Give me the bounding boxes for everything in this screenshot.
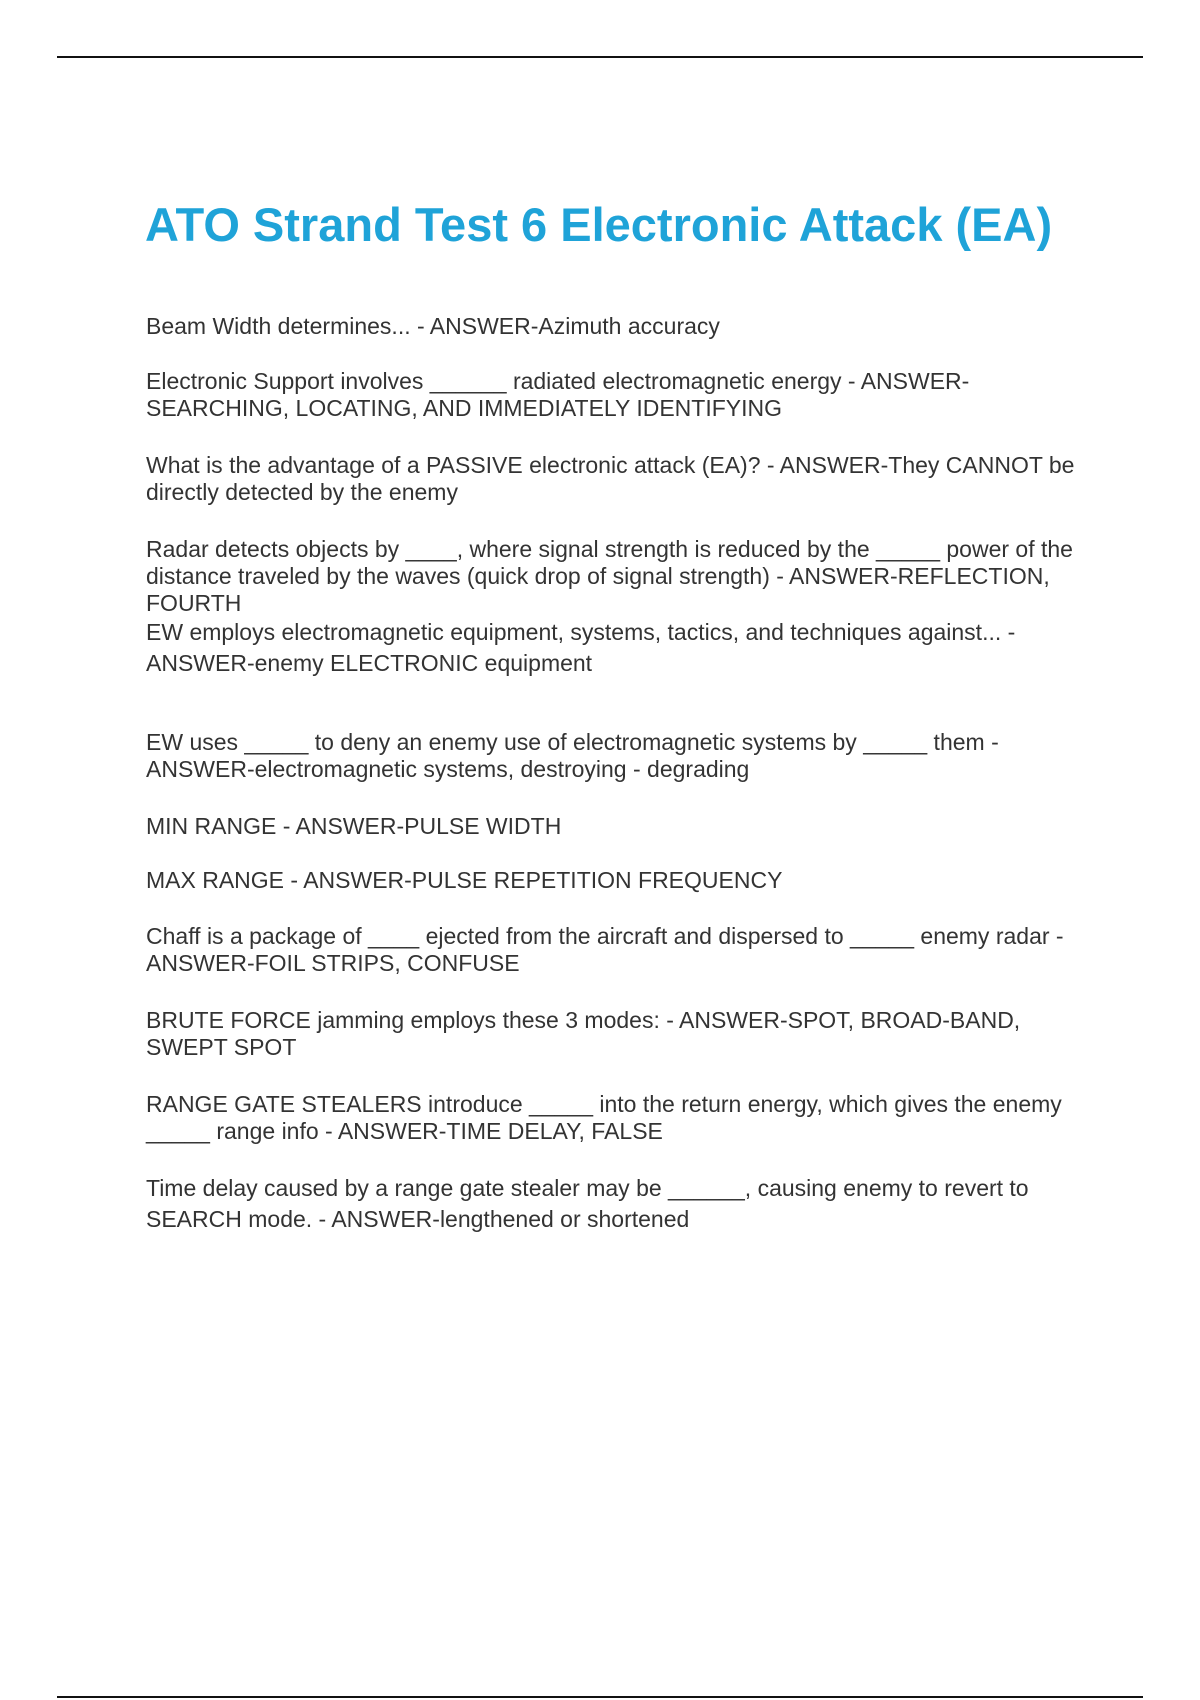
qa-entry-1: Beam Width determines... - ANSWER-Azimuth accuracy (146, 313, 720, 339)
footer-rule (57, 1696, 1143, 1698)
qa-entry-7: MIN RANGE - ANSWER-PULSE WIDTH (146, 813, 562, 839)
qa-entry-12: Time delay caused by a range gate stealer may be ______, causing enemy to revert to SEARCH mode. - ANSWER-lengthened or shortened (146, 1175, 1029, 1232)
qa-entry-5: EW employs electromagnetic equipment, systems, tactics, and techniques against... - ANSWER-enemy ELECTRONIC equipment (146, 619, 1016, 676)
qa-entry-2: Electronic Support involves ______ radiated electromagnetic energy - ANSWER-SEARCHING, LOCATING, AND IMMEDIATELY IDENTIFYING (146, 368, 970, 421)
qa-entry-4: Radar detects objects by ____, where signal strength is reduced by the _____ power of the distance traveled by the waves (quick drop of signal strength) - ANSWER-REFLECTION, FOURTH (146, 536, 1073, 616)
qa-entry-9: Chaff is a package of ____ ejected from the aircraft and dispersed to _____ enemy radar - ANSWER-FOIL STRIPS, CONFUSE (146, 923, 1064, 976)
qa-entry-8: MAX RANGE - ANSWER-PULSE REPETITION FREQUENCY (146, 867, 783, 893)
document-title: ATO Strand Test 6 Electronic Attack (EA) (145, 198, 1053, 251)
qa-entry-11: RANGE GATE STEALERS introduce _____ into the return energy, which gives the enemy _____ range info - ANSWER-TIME DELAY, FALSE (146, 1091, 1062, 1144)
qa-entry-10: BRUTE FORCE jamming employs these 3 modes: - ANSWER-SPOT, BROAD-BAND, SWEPT SPOT (146, 1007, 1021, 1060)
header-rule (57, 56, 1143, 58)
qa-entry-6: EW uses _____ to deny an enemy use of electromagnetic systems by _____ them - ANSWER-electromagnetic systems, destroying - degrading (146, 729, 999, 782)
qa-entry-3: What is the advantage of a PASSIVE electronic attack (EA)? - ANSWER-They CANNOT be directly detected by the enemy (146, 452, 1075, 505)
